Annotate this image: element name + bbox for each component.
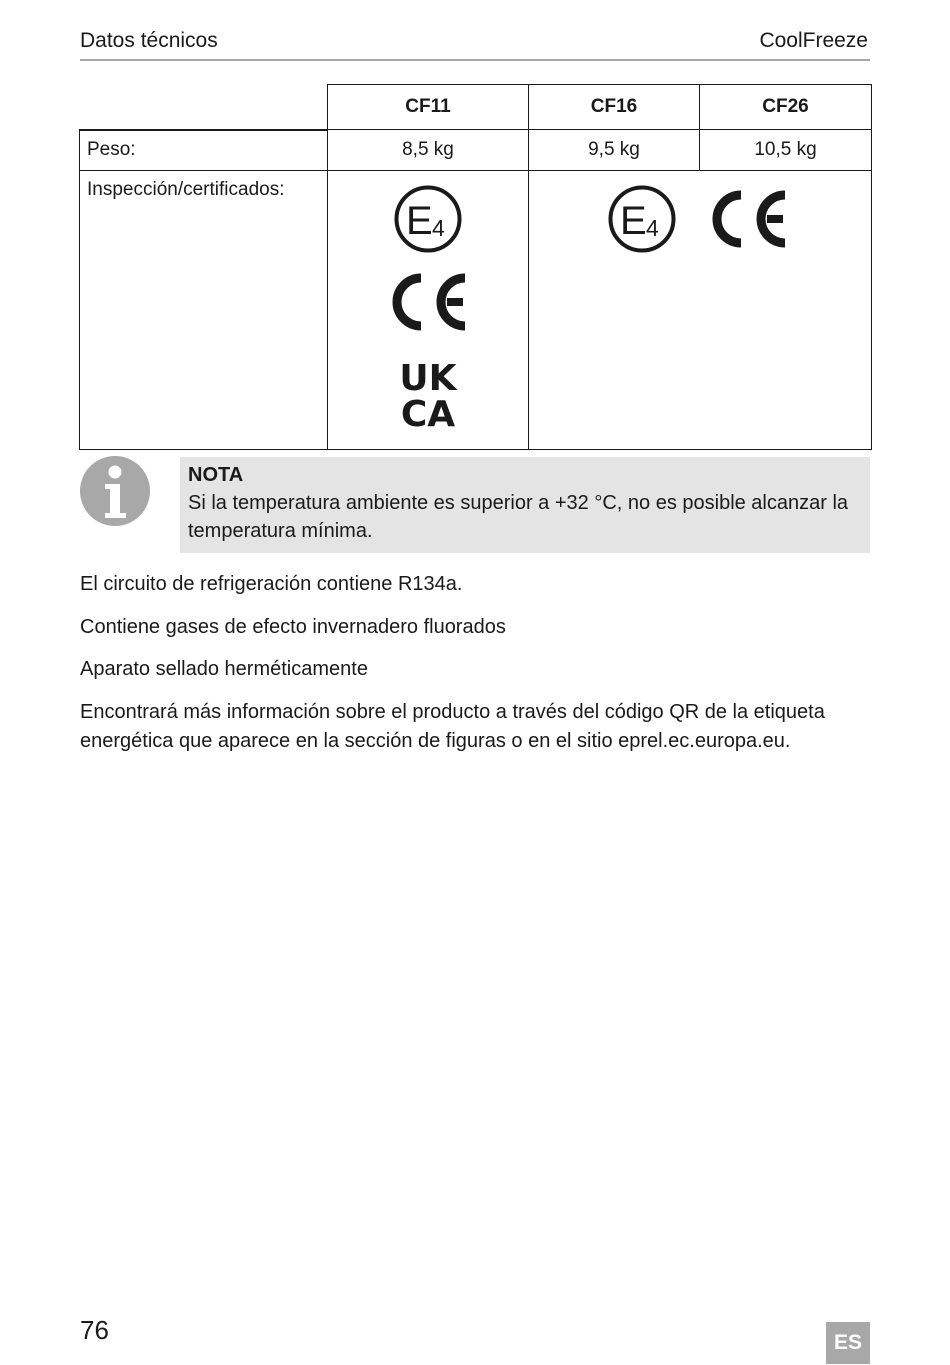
note-text: Si la temperatura ambiente es superior a +32 °C, no es posible alcanzar la temperatura mínima.: [188, 492, 849, 542]
certs-cf16-cf26: [529, 170, 872, 449]
info-icon: [79, 455, 151, 527]
paragraph-fluorinated-gases: Contiene gases de efecto invernadero fluorados: [80, 616, 506, 638]
note-title: NOTA: [188, 464, 244, 486]
model-header-cf26: CF26: [700, 85, 872, 130]
certs-cf11: [328, 170, 529, 449]
section-title: Datos técnicos: [80, 29, 218, 52]
svg-text:E: E: [406, 198, 433, 243]
table-row: [80, 130, 872, 171]
weight-cf16: 9,5 kg: [529, 130, 700, 171]
note-box: [180, 457, 870, 553]
table-header-row: [80, 85, 872, 130]
ce-mark-icon: [703, 187, 793, 251]
table-corner: [80, 85, 328, 130]
svg-text:UK: UK: [399, 357, 457, 399]
svg-text:E: E: [620, 198, 647, 243]
product-name: CoolFreeze: [759, 29, 868, 52]
certs-label: Inspección/certificados:: [80, 170, 328, 449]
ukca-mark-icon: [393, 358, 463, 430]
e4-mark-icon: [607, 184, 677, 254]
language-badge: ES: [826, 1322, 870, 1364]
e4-mark-icon: [393, 184, 463, 254]
model-header-cf11: CF11: [328, 85, 529, 130]
model-header-cf16: CF16: [529, 85, 700, 130]
header-divider: [80, 59, 870, 61]
svg-text:4: 4: [646, 214, 659, 241]
svg-text:4: 4: [432, 214, 445, 241]
paragraph-more-info: Encontrará más información sobre el producto a través del código QR de la etiqueta energética que aparece en la sección de figuras o en el sitio eprel.ec.europa.eu.: [80, 701, 825, 752]
svg-text:CA: CA: [400, 393, 456, 430]
ce-mark-icon: [383, 270, 473, 334]
table-row: [80, 170, 872, 449]
paragraph-refrigerant: El circuito de refrigeración contiene R134a.: [80, 573, 463, 595]
weight-label: Peso:: [80, 130, 328, 171]
paragraph-sealed: Aparato sellado herméticamente: [80, 658, 368, 680]
weight-cf26: 10,5 kg: [700, 130, 872, 171]
spec-table: [79, 84, 872, 450]
page-number: 76: [80, 1315, 109, 1345]
weight-cf11: 8,5 kg: [328, 130, 529, 171]
